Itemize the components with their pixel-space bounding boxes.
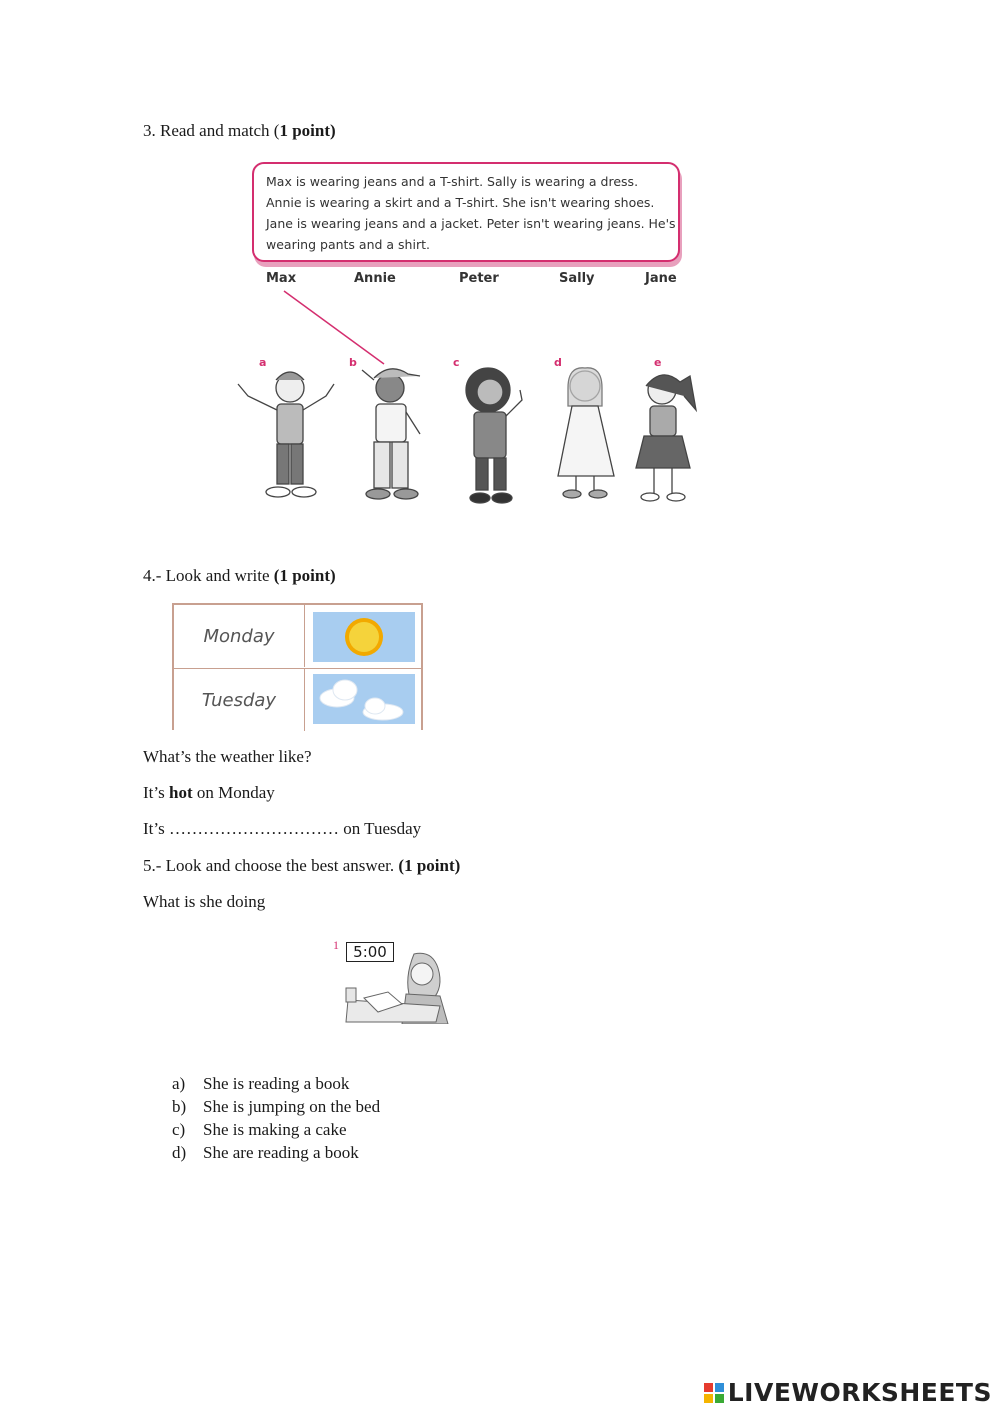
logo-text: LIVEWORKSHEETS xyxy=(727,1378,992,1407)
child-a-figure xyxy=(238,372,334,497)
option-d[interactable]: d) She are reading a book xyxy=(172,1143,359,1162)
option-a[interactable]: a) She is reading a book xyxy=(172,1074,350,1093)
name-peter[interactable]: Peter xyxy=(459,271,499,286)
section5-heading: 5.- Look and choose the best answer. (1 point) xyxy=(143,856,461,875)
picture-letter-a: a xyxy=(259,356,267,369)
weather-table xyxy=(172,603,423,730)
picture-letter-b: b xyxy=(349,356,357,369)
section4-heading: 4.- Look and write (1 point) xyxy=(143,566,336,585)
name-max[interactable]: Max xyxy=(266,271,297,286)
section3-heading: 3. Read and match (1 point) xyxy=(143,121,336,140)
picture-letter-d: d xyxy=(554,356,562,369)
name-annie[interactable]: Annie xyxy=(354,271,396,286)
option-b[interactable]: b) She is jumping on the bed xyxy=(172,1097,381,1116)
day-tuesday: Tuesday xyxy=(174,669,305,731)
option-c[interactable]: c) She is making a cake xyxy=(172,1120,347,1139)
day-monday: Monday xyxy=(174,605,305,667)
liveworksheets-logo[interactable] xyxy=(704,1378,992,1407)
activity-question: What is she doing xyxy=(143,892,266,911)
name-sally[interactable]: Sally xyxy=(559,271,595,286)
child-d-figure xyxy=(558,368,614,498)
picture-letter-e: e xyxy=(654,356,662,369)
child-e-figure xyxy=(636,375,696,501)
reading-text: Max is wearing jeans and a T-shirt. Sally is wearing a dress. Annie is wearing a skirt and a T-shirt. She isn't wearing shoes. Jane is wearing jeans and a jacket. Peter isn't wearing jeans. He's wearing pants and a shirt. xyxy=(266,174,676,252)
weather-example: It’s hot on Monday xyxy=(143,783,275,802)
clock-time: 5:00 xyxy=(346,942,394,962)
picture-letter-c: c xyxy=(453,356,460,369)
child-b-figure xyxy=(362,369,420,499)
picture-number: 1 xyxy=(333,938,339,952)
name-jane[interactable]: Jane xyxy=(645,271,677,286)
children-illustration xyxy=(230,360,700,510)
girl-reading-illustration xyxy=(344,948,456,1024)
child-c-figure xyxy=(466,368,522,503)
liveworksheets-logo-icon xyxy=(704,1383,724,1403)
weather-question: What’s the weather like? xyxy=(143,747,312,766)
cloudy-weather-icon xyxy=(313,674,415,724)
weather-answer-blank[interactable]: It’s ………………………… on Tuesday xyxy=(143,819,422,838)
sunny-weather-icon xyxy=(313,612,415,662)
